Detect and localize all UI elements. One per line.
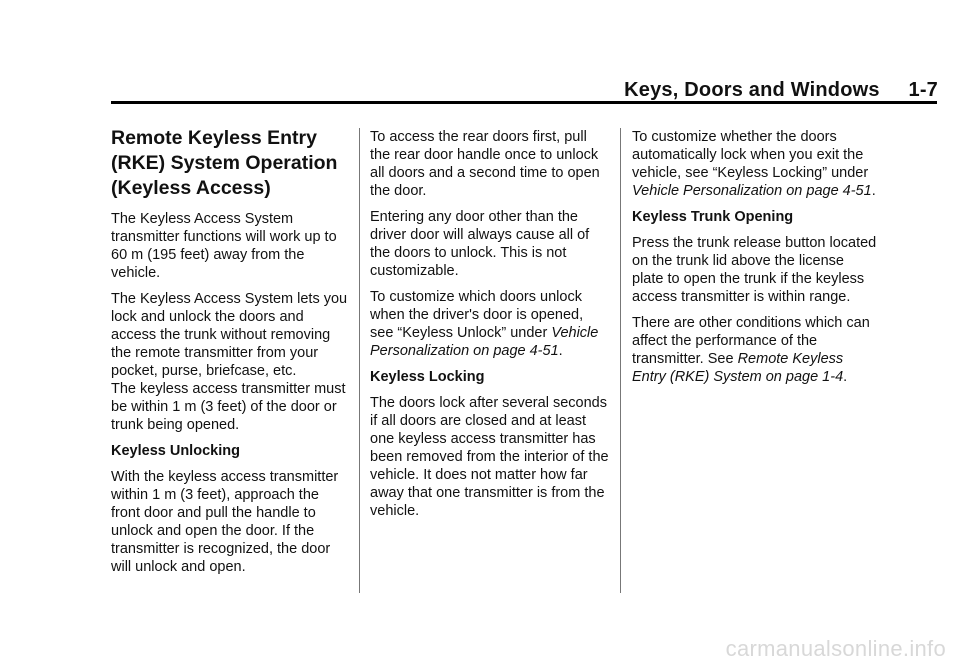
paragraph: Entering any door other than the driver door will always cause all of the doors to unlock. This is not customizable. [370,209,590,279]
paragraph-text: To customize which doors unlock when the driver's door is opened, see “Keyless Unlock” under [370,289,584,341]
paragraph [632,314,877,386]
subheading-keyless-unlocking: Keyless Unlocking [111,443,240,459]
paragraph-end: . [558,343,563,359]
paragraph-text: To customize whether the doors automatically lock when you exit the vehicle, see “Keyless Locking” under [632,129,869,181]
page-header-title: Keys, Doors and Windows 1-7 [624,79,938,101]
paragraph: Press the trunk release button located on the trunk lid above the license plate to open the trunk if the keyless access transmitter is within range. [632,235,877,305]
paragraph: To access the rear doors first, pull the rear door handle once to unlock all doors and a second time to open the door. [370,129,600,199]
column-divider [620,128,621,593]
paragraph-text: There are other conditions which can affect the performance of the transmitter. See [632,315,870,367]
paragraph: The Keyless Access System transmitter functions will work up to 60 m (195 feet) away from the vehicle. [111,211,337,281]
paragraph: The doors lock after several seconds if all doors are closed and at least one keyless access transmitter has been removed from the interior of the vehicle. It does not matter how far away that one transmitter is from the vehicle. [370,395,609,519]
paragraph [632,128,877,200]
paragraph-end: . [871,183,876,199]
cross-reference: Vehicle Personalization on page 4-51 [632,183,872,199]
column-3 [632,128,877,394]
paragraph: The Keyless Access System lets you lock and unlock the doors and access the trunk without removing the remote transmitter from your pocket, purse, briefcase, etc. [111,291,348,379]
cross-reference: Remote Keyless Entry (RKE) System on page 1-4 [632,351,844,385]
subheading-keyless-trunk-opening: Keyless Trunk Opening [632,209,794,225]
paragraph [370,288,610,360]
watermark: carmanualsonline.info [725,636,946,661]
section-title: Remote Keyless Entry (RKE) System Operation (Keyless Access) [111,127,338,199]
cross-reference: Vehicle Personalization on page 4-51 [370,325,599,359]
column-divider [359,128,360,593]
paragraph: With the keyless access transmitter within 1 m (3 feet), approach the front door and pull the handle to unlock and open the door. If the transmitter is recognized, the door will unlock and open. [111,469,339,575]
subheading-keyless-locking: Keyless Locking [370,369,485,385]
column-1 [111,126,351,584]
paragraph-end: . [843,369,848,385]
paragraph: The keyless access transmitter must be within 1 m (3 feet) of the door or trunk being opened. [111,381,346,433]
column-2 [370,128,610,528]
header-rule [111,101,937,104]
